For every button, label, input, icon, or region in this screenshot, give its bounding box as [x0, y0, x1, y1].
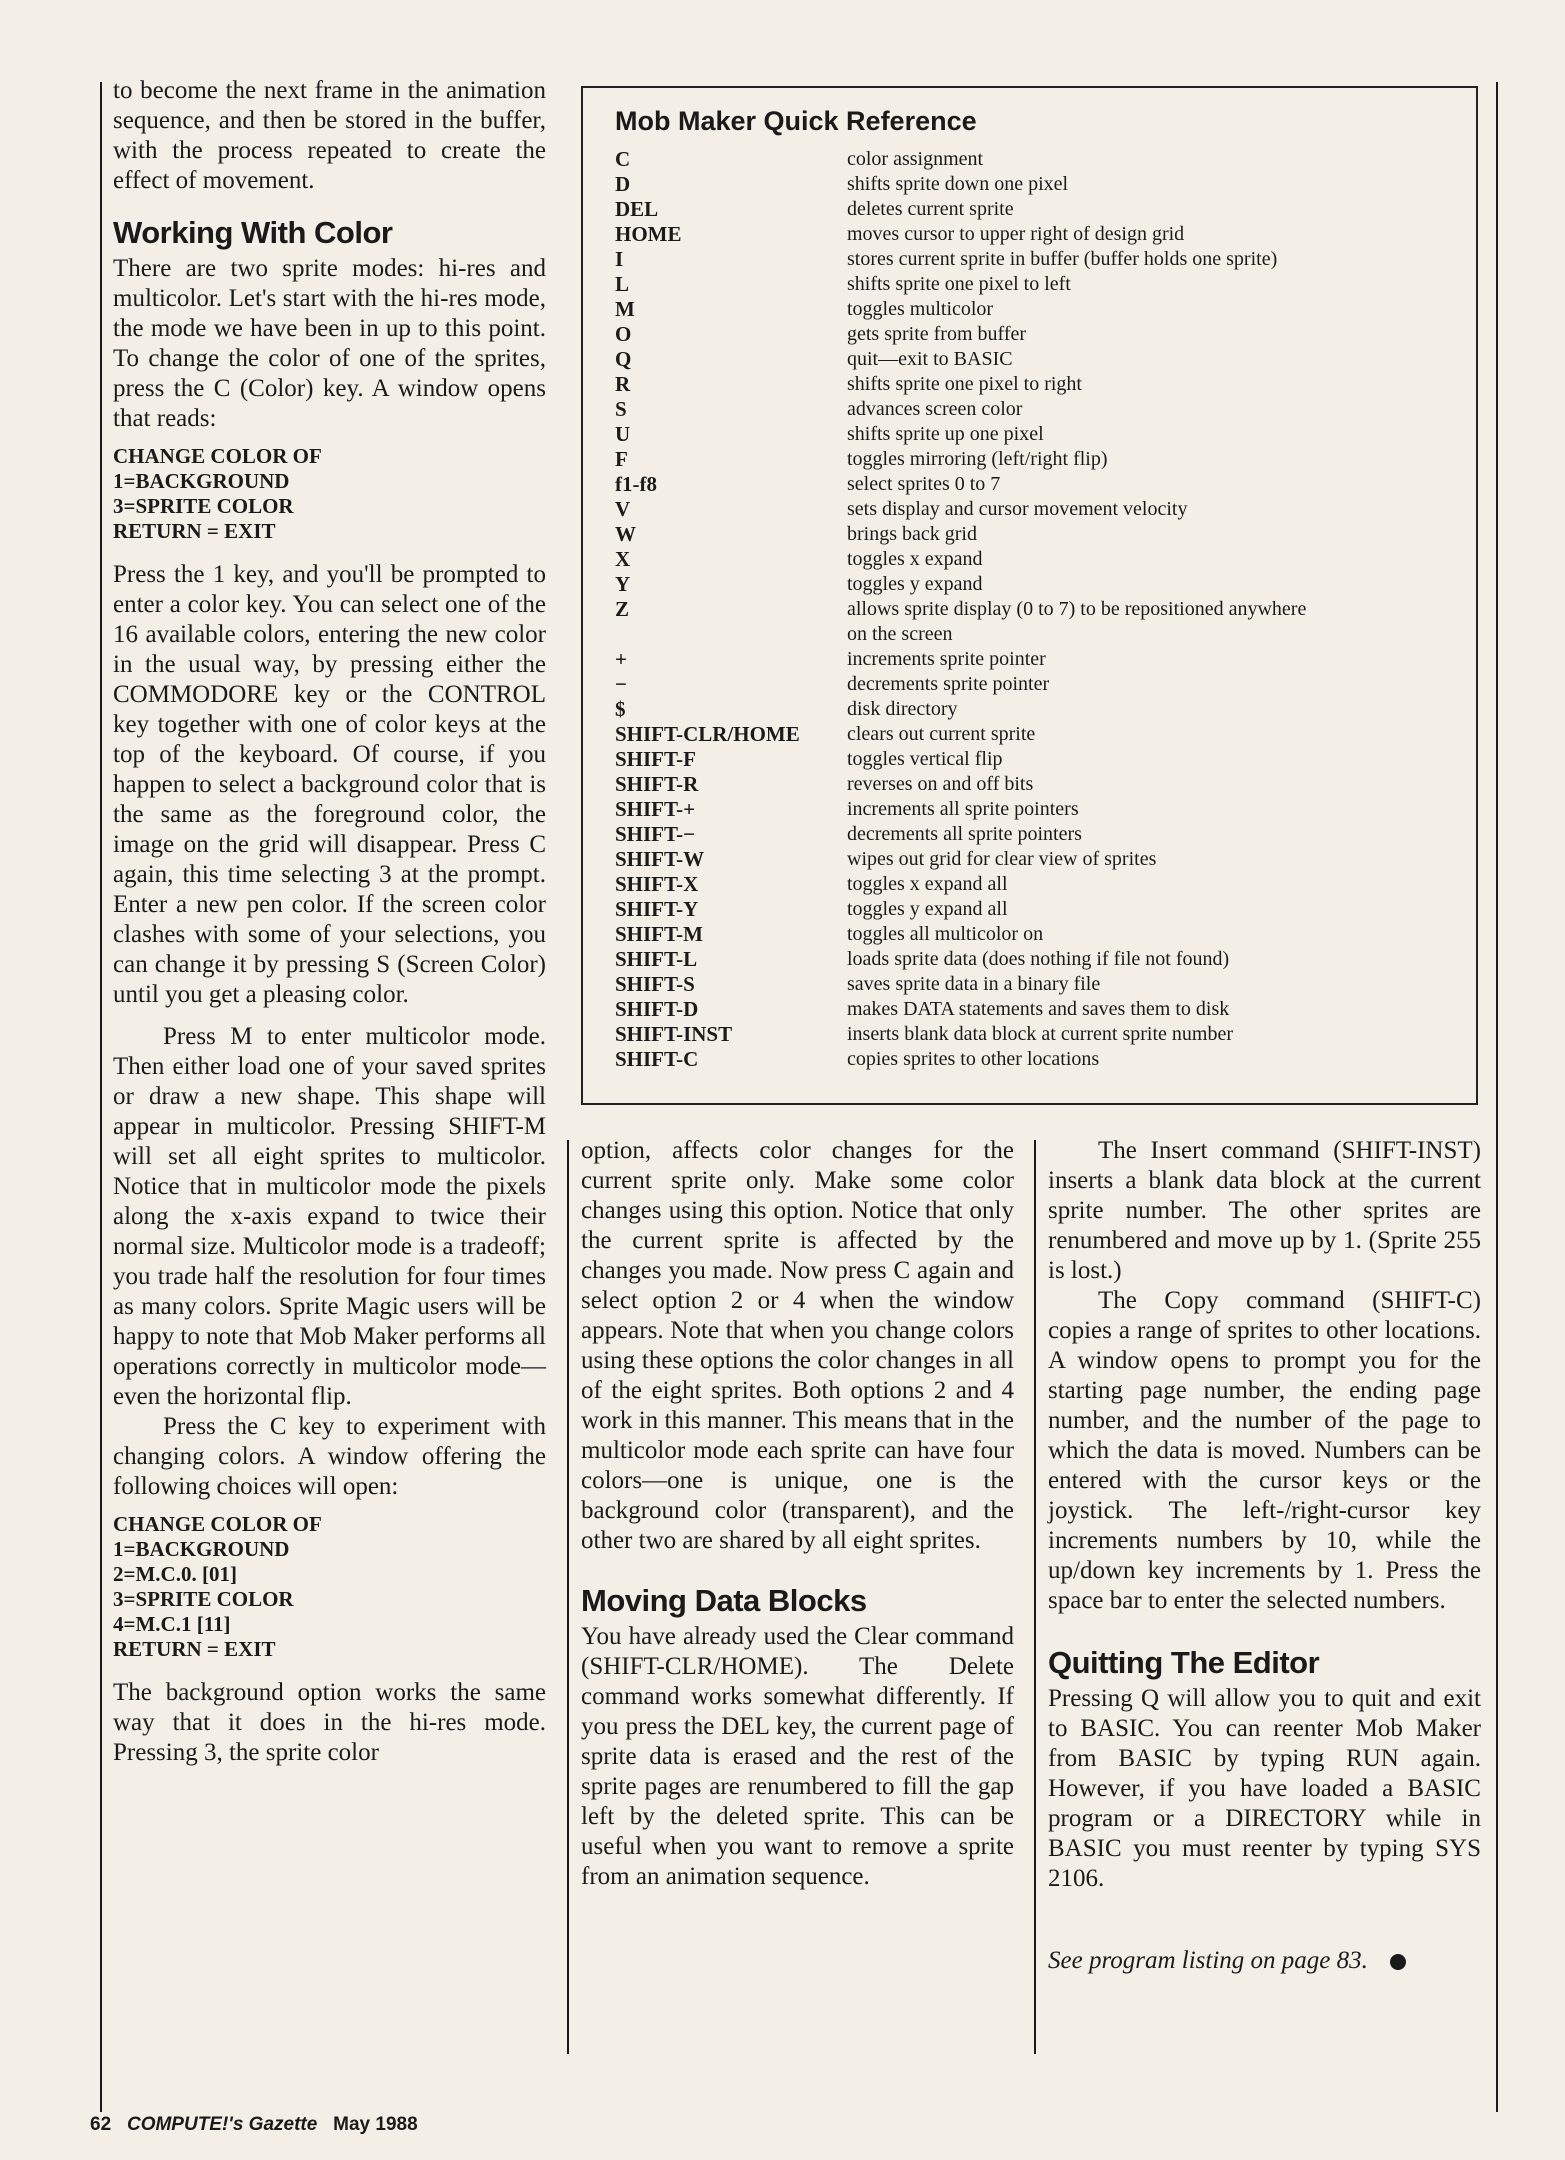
quick-reference-row — [615, 672, 1467, 697]
column-2 — [581, 1136, 1014, 1892]
page-number: 62 — [90, 2114, 112, 2135]
description-line: increments sprite pointer — [847, 648, 1046, 670]
command-key: DEL — [615, 197, 659, 221]
column-rule-mid1 — [567, 1140, 569, 2054]
quick-reference-row — [615, 847, 1467, 872]
command-key: L — [615, 272, 630, 296]
command-key: HOME — [615, 222, 682, 246]
command-key: SHIFT-S — [615, 972, 695, 996]
command-key: C — [615, 147, 631, 171]
quick-reference-title: Mob Maker Quick Reference — [615, 106, 977, 136]
command-description — [847, 697, 1467, 722]
description-line: advances screen color — [847, 398, 1023, 420]
command-description — [847, 822, 1467, 847]
description-line: increments all sprite pointers — [847, 798, 1079, 820]
description-line: toggles mirroring (left/right flip) — [847, 448, 1108, 470]
quick-reference-row — [615, 422, 1467, 447]
command-description — [847, 247, 1467, 272]
command-description — [847, 847, 1467, 872]
section-heading-blocks: Moving Data Blocks — [581, 1583, 867, 1618]
color-menu-multicolor — [113, 1512, 546, 1662]
see-listing-text: See program listing on page 83. — [1048, 1947, 1368, 1974]
command-key: S — [615, 397, 627, 421]
description-line: gets sprite from buffer — [847, 323, 1027, 345]
command-key: Q — [615, 347, 632, 371]
description-line: shifts sprite one pixel to left — [847, 273, 1071, 295]
quick-reference-row — [615, 897, 1467, 922]
command-key: + — [615, 647, 627, 671]
quick-reference-row — [615, 772, 1467, 797]
command-key: SHIFT-Y — [615, 897, 699, 921]
paragraph: Press the 1 key, and you'll be prompted to enter a color key. You can select one of the 16 available colors, entering the new color in the usual way, by pressing either the COMMODORE key or the CONTROL key together with one of color keys at the top of the keyboard. Of course, if you happen to select a background color that is the same as the foreground color, the image on the grid will disappear. Press C again, this time selecting 3 at the prompt. Enter a new pen color. If the screen color clashes with some of your selections, you can change it by pressing S (Screen Color) until you get a pleasing color. — [113, 561, 546, 1008]
command-key: SHIFT-INST — [615, 1022, 733, 1046]
command-key: − — [615, 672, 627, 696]
page-footer — [90, 2114, 418, 2136]
paragraph: You have already used the Clear command (SHIFT-CLR/HOME). The Delete command works somewhat differently. If you press the DEL key, the current page of sprite data is erased and the rest of the sprite pages are renumbered to fill the gap left by the deleted sprite. This can be useful when you want to remove a sprite from an animation sequence. — [581, 1623, 1014, 1890]
paragraph: Press the C key to experiment with changing colors. A window offering the following choices will open: — [113, 1413, 546, 1500]
command-description — [847, 547, 1467, 572]
color-menu-hires — [113, 444, 546, 544]
quick-reference-row — [615, 147, 1467, 172]
paragraph: to become the next frame in the animation sequence, and then be stored in the buffer, with the process repeated to create the effect of movement. — [113, 77, 546, 194]
menu-line: 2=M.C.0. [01] — [113, 1562, 237, 1586]
command-key: SHIFT-CLR/HOME — [615, 722, 800, 746]
description-line: makes DATA statements and saves them to disk — [847, 998, 1230, 1020]
quick-reference-row — [615, 972, 1467, 997]
description-line: toggles x expand all — [847, 873, 1008, 895]
command-description — [847, 472, 1467, 497]
paragraph: option, affects color changes for the current sprite only. Make some color changes using this option. Notice that only the current sprite is affected by the changes you made. Now press C again and select option 2 or 4 when the window appears. Note that when you change colors using these options the color changes in all of the eight sprites. Both options 2 and 4 work in this manner. This means that in the multicolor mode each sprite can have four colors—one is unique, one is the background color (transparent), and the other two are shared by all eight sprites. — [581, 1137, 1014, 1554]
section-heading-quit: Quitting The Editor — [1048, 1645, 1320, 1680]
command-description — [847, 722, 1467, 747]
command-key: SHIFT-C — [615, 1047, 699, 1071]
quick-reference-row — [615, 197, 1467, 222]
description-line: decrements sprite pointer — [847, 673, 1050, 695]
description-line: inserts blank data block at current sprite number — [847, 1023, 1233, 1045]
description-line: quit—exit to BASIC — [847, 348, 1013, 370]
quick-reference-row — [615, 722, 1467, 747]
quick-reference-row — [615, 172, 1467, 197]
description-line: on the screen — [847, 623, 953, 645]
command-description — [847, 1022, 1467, 1047]
quick-reference-row — [615, 397, 1467, 422]
end-mark-icon — [1390, 1954, 1406, 1970]
command-key: SHIFT-X — [615, 872, 699, 896]
paragraph: The Insert command (SHIFT-INST) inserts a blank data block at the current sprite number. The other sprites are renumbered and move up by 1. (Sprite 255 is lost.) — [1048, 1137, 1481, 1284]
command-key: V — [615, 497, 631, 521]
column-1 — [113, 76, 546, 1768]
quick-reference-row — [615, 872, 1467, 897]
quick-reference-row — [615, 797, 1467, 822]
command-description — [847, 347, 1467, 372]
quick-reference-row — [615, 372, 1467, 397]
quick-reference-row — [615, 1047, 1467, 1072]
command-description — [847, 322, 1467, 347]
command-description — [847, 422, 1467, 447]
command-description — [847, 1047, 1467, 1072]
command-key: Y — [615, 572, 631, 596]
quick-reference-table — [615, 147, 1467, 1072]
quick-reference-row — [615, 572, 1467, 597]
column-rule-right — [1496, 82, 1498, 2112]
command-key: $ — [615, 697, 626, 721]
quick-reference-row — [615, 947, 1467, 972]
command-description — [847, 597, 1467, 647]
menu-line: RETURN = EXIT — [113, 519, 276, 543]
description-line: toggles y expand all — [847, 898, 1008, 920]
command-key: SHIFT-W — [615, 847, 705, 871]
command-description — [847, 197, 1467, 222]
command-description — [847, 522, 1467, 547]
command-key: X — [615, 547, 631, 571]
description-line: reverses on and off bits — [847, 773, 1034, 795]
command-key: SHIFT-F — [615, 747, 696, 771]
quick-reference-row — [615, 822, 1467, 847]
description-line: deletes current sprite — [847, 198, 1014, 220]
paragraph: The background option works the same way that it does in the hi-res mode. Pressing 3, the sprite color — [113, 1679, 546, 1766]
command-description — [847, 772, 1467, 797]
command-description — [847, 872, 1467, 897]
description-line: disk directory — [847, 698, 958, 720]
quick-reference-row — [615, 272, 1467, 297]
quick-reference-box — [581, 86, 1478, 1105]
command-description — [847, 972, 1467, 997]
command-key: SHIFT-L — [615, 947, 698, 971]
menu-line: 4=M.C.1 [11] — [113, 1612, 231, 1636]
command-key: F — [615, 447, 628, 471]
description-line: stores current sprite in buffer (buffer holds one sprite) — [847, 248, 1278, 270]
command-description — [847, 997, 1467, 1022]
quick-reference-row — [615, 522, 1467, 547]
column-rule-mid2 — [1034, 1140, 1036, 2054]
description-line: allows sprite display (0 to 7) to be repositioned anywhere — [847, 598, 1307, 620]
program-listing-note — [1048, 1946, 1481, 1976]
description-line: toggles x expand — [847, 548, 983, 570]
command-key: R — [615, 372, 631, 396]
description-line: toggles multicolor — [847, 298, 994, 320]
command-description — [847, 747, 1467, 772]
command-key: D — [615, 172, 631, 196]
quick-reference-row — [615, 597, 1467, 647]
command-key: M — [615, 297, 635, 321]
quick-reference-row — [615, 322, 1467, 347]
command-key: I — [615, 247, 624, 271]
command-description — [847, 172, 1467, 197]
command-description — [847, 222, 1467, 247]
description-line: moves cursor to upper right of design grid — [847, 223, 1185, 245]
menu-line: 3=SPRITE COLOR — [113, 1587, 294, 1611]
description-line: shifts sprite up one pixel — [847, 423, 1044, 445]
menu-line: CHANGE COLOR OF — [113, 1512, 322, 1536]
command-description — [847, 897, 1467, 922]
description-line: copies sprites to other locations — [847, 1048, 1100, 1070]
quick-reference-row — [615, 472, 1467, 497]
command-key: SHIFT-R — [615, 772, 699, 796]
quick-reference-row — [615, 447, 1467, 472]
quick-reference-row — [615, 647, 1467, 672]
column-rule-left — [100, 82, 102, 2112]
paragraph: Press M to enter multicolor mode. Then either load one of your saved sprites or draw a new shape. This shape will appear in multicolor. Pressing SHIFT-M will set all eight sprites to multicolor. Notice that in multicolor mode the pixels along the x-axis expand to twice their normal size. Multicolor mode is a tradeoff; you trade half the resolution for four times as many colors. Sprite Magic users will be happy to note that Mob Maker performs all operations correctly in multicolor mode—even the horizontal flip. — [113, 1023, 546, 1410]
quick-reference-row — [615, 697, 1467, 722]
description-line: sets display and cursor movement velocity — [847, 498, 1188, 520]
command-description — [847, 947, 1467, 972]
menu-line: 1=BACKGROUND — [113, 1537, 290, 1561]
paragraph: The Copy command (SHIFT-C) copies a range of sprites to other locations. A window opens to prompt you for the starting page number, the ending page number, and the number of the page to which the data is moved. Numbers can be entered with the cursor keys or the joystick. The left-/right-cursor key increments numbers by 10, while the up/down key increments by 1. Press the space bar to enter the selected numbers. — [1048, 1287, 1481, 1614]
quick-reference-row — [615, 347, 1467, 372]
column-3 — [1048, 1136, 1481, 1976]
command-key: U — [615, 422, 631, 446]
description-line: decrements all sprite pointers — [847, 823, 1082, 845]
menu-line: CHANGE COLOR OF — [113, 444, 322, 468]
command-description — [847, 272, 1467, 297]
magazine-name: COMPUTE!'s Gazette — [126, 2114, 318, 2135]
paragraph: There are two sprite modes: hi-res and multicolor. Let's start with the hi-res mode, the mode we have been in up to this point. To change the color of one of the sprites, press the C (Color) key. A window opens that reads: — [113, 255, 546, 432]
quick-reference-row — [615, 222, 1467, 247]
description-line: toggles all multicolor on — [847, 923, 1044, 945]
command-description — [847, 797, 1467, 822]
command-key: SHIFT-D — [615, 997, 699, 1021]
command-key: f1-f8 — [615, 472, 657, 496]
command-key: Z — [615, 597, 630, 621]
command-key: O — [615, 322, 632, 346]
menu-line: RETURN = EXIT — [113, 1637, 276, 1661]
paragraph: Pressing Q will allow you to quit and exit to BASIC. You can reenter Mob Maker from BASIC by typing RUN again. However, if you have loaded a BASIC program or a DIRECTORY while in BASIC you must reenter by typing SYS 2106. — [1048, 1685, 1481, 1892]
quick-reference-row — [615, 922, 1467, 947]
quick-reference-row — [615, 747, 1467, 772]
quick-reference-row — [615, 497, 1467, 522]
issue-date: May 1988 — [333, 2114, 418, 2135]
command-key: SHIFT-M — [615, 922, 703, 946]
command-description — [847, 372, 1467, 397]
command-description — [847, 922, 1467, 947]
command-description — [847, 297, 1467, 322]
quick-reference-row — [615, 297, 1467, 322]
quick-reference-row — [615, 247, 1467, 272]
command-description — [847, 147, 1467, 172]
description-line: color assignment — [847, 148, 984, 170]
command-key: W — [615, 522, 636, 546]
command-description — [847, 397, 1467, 422]
description-line: brings back grid — [847, 523, 977, 545]
section-heading-color: Working With Color — [113, 215, 393, 250]
command-description — [847, 647, 1467, 672]
quick-reference-row — [615, 547, 1467, 572]
quick-reference-row — [615, 997, 1467, 1022]
command-description — [847, 497, 1467, 522]
command-key: SHIFT-+ — [615, 797, 696, 821]
description-line: wipes out grid for clear view of sprites — [847, 848, 1157, 870]
description-line: saves sprite data in a binary file — [847, 973, 1101, 995]
description-line: toggles y expand — [847, 573, 983, 595]
description-line: toggles vertical flip — [847, 748, 1003, 770]
command-description — [847, 447, 1467, 472]
description-line: select sprites 0 to 7 — [847, 473, 1001, 495]
menu-line: 1=BACKGROUND — [113, 469, 290, 493]
menu-line: 3=SPRITE COLOR — [113, 494, 294, 518]
command-key: SHIFT-− — [615, 822, 696, 846]
quick-reference-row — [615, 1022, 1467, 1047]
description-line: shifts sprite one pixel to right — [847, 373, 1082, 395]
description-line: shifts sprite down one pixel — [847, 173, 1069, 195]
command-description — [847, 572, 1467, 597]
description-line: clears out current sprite — [847, 723, 1036, 745]
command-description — [847, 672, 1467, 697]
description-line: loads sprite data (does nothing if file not found) — [847, 948, 1230, 970]
